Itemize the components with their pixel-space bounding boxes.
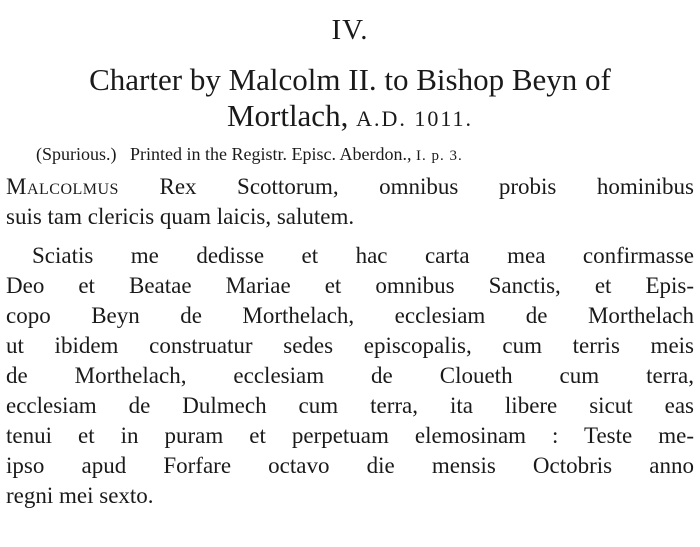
paragraph-2 <box>6 241 694 511</box>
paragraph-line: tenui et in puram et perpetuam elemosinam : Teste me- <box>6 423 694 448</box>
source-note <box>36 142 676 168</box>
paragraph-line: ipso apud Forfare octavo die mensis Octobris anno <box>6 453 694 478</box>
paragraph-line: regni mei sexto. <box>6 483 154 508</box>
source-citation: Printed in the Registr. Episc. Aberdon., <box>130 144 412 164</box>
paragraph-1 <box>6 172 694 232</box>
opening-word: Malcolmus <box>6 174 119 199</box>
paragraph-line: suis tam clericis quam laicis, salutem. <box>6 204 355 229</box>
title-place: Mortlach, <box>226 98 349 133</box>
section-number: IV. <box>331 14 369 46</box>
title-line-1: Charter by Malcolm II. to Bishop Beyn of <box>89 62 611 97</box>
line-text: Rex Scottorum, omnibus probis hominibus <box>118 174 694 199</box>
paragraph-line: copo Beyn de Morthelach, ecclesiam de Morthelach <box>6 303 694 328</box>
spurious-note: (Spurious.) <box>36 144 117 164</box>
paragraph-line: ut ibidem construatur sedes episcopalis, cum terris meis <box>6 333 694 358</box>
title-line-2 <box>0 98 700 137</box>
paragraph-line: ecclesiam de Dulmech cum terra, ita libere sicut eas <box>6 393 694 418</box>
charter-title <box>0 62 700 137</box>
paragraph-line: Deo et Beatae Mariae et omnibus Sanctis, et Epis- <box>6 273 694 298</box>
source-reference: I. p. 3. <box>415 148 463 164</box>
paragraph-line: Sciatis me dedisse et hac carta mea confirmasse <box>32 243 694 268</box>
title-date: A.D. 1011. <box>356 106 474 131</box>
paragraph-line <box>6 172 694 202</box>
paragraph-line: de Morthelach, ecclesiam de Cloueth cum terra, <box>6 363 694 388</box>
